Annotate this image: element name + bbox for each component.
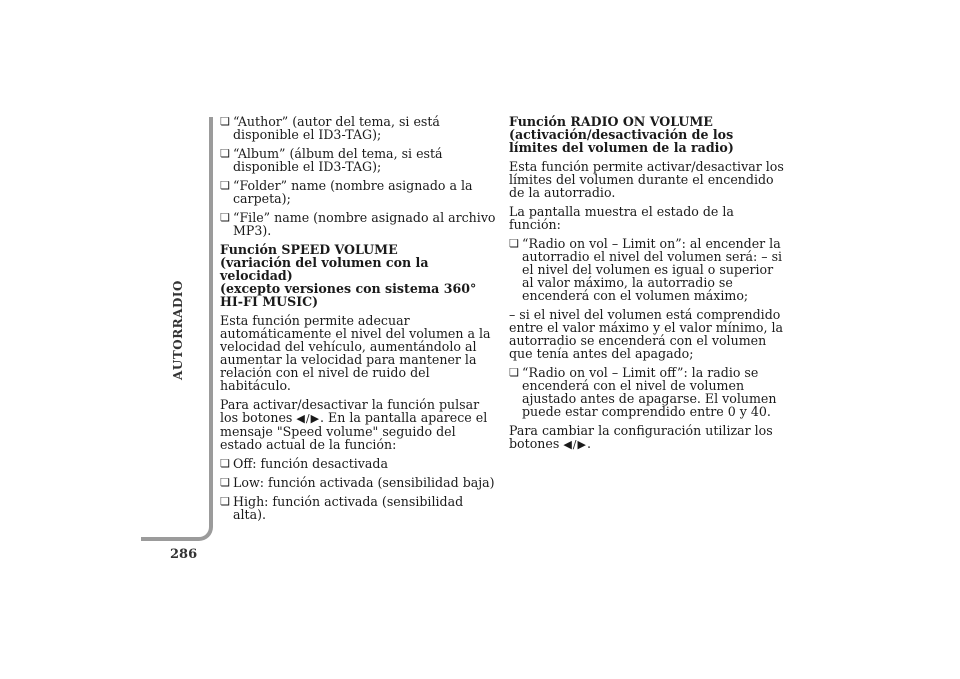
page-number: 286 bbox=[170, 547, 198, 562]
list-item: ❏ “Author” (autor del tema, si está disponible el ID3-TAG); bbox=[220, 115, 500, 141]
list-item: ❏ “Album” (álbum del tema, si está disponible el ID3-TAG); bbox=[220, 147, 500, 173]
section-heading-radio-on-volume: Función RADIO ON VOLUME (activación/desactivación de los límites del volumen de la radio) bbox=[509, 114, 734, 155]
paragraph: Esta función permite adecuar automáticamente el nivel del volumen a la velocidad del vehículo, aumentándolo al aumentar la velocidad para mantener la relación con el nivel de ruido del habitáculo. bbox=[220, 313, 491, 393]
list-item: ❏ “Radio on vol – Limit off”: la radio se encenderá con el nivel de volumen ajustado antes de apagarse. El volumen puede estar comprendido entre 0 y 40. bbox=[509, 366, 785, 418]
section-label: AUTORRADIO bbox=[171, 280, 185, 380]
paragraph: – si el nivel del volumen está comprendido entre el valor máximo y el valor mínimo, la autorradio se encenderá con el volumen que tenía antes del apagado; bbox=[509, 307, 783, 361]
left-right-arrows-icon: ◀/▶ bbox=[563, 438, 587, 451]
paragraph: Para activar/desactivar la función pulsar los botones ◀/▶. En la pantalla aparece el mensaje "Speed volume" seguido del estado actual de la función: bbox=[220, 397, 488, 452]
paragraph: Esta función permite activar/desactivar los límites del volumen durante el encendido de la autorradio. bbox=[509, 159, 784, 200]
left-right-arrows-icon: ◀/▶ bbox=[296, 412, 321, 425]
right-column bbox=[509, 115, 785, 457]
list-item: ❏ Low: función activada (sensibilidad baja) bbox=[220, 476, 500, 489]
left-column bbox=[220, 115, 500, 527]
list-item: ❏ “File” name (nombre asignado al archivo MP3). bbox=[220, 211, 500, 237]
paragraph: La pantalla muestra el estado de la función: bbox=[509, 204, 734, 232]
list-item: ❏ High: función activada (sensibilidad alta). bbox=[220, 495, 500, 521]
list-item: ❏ Off: función desactivada bbox=[220, 457, 500, 470]
list-item: ❏ “Radio on vol – Limit on”: al encender la autorradio el nivel del volumen será: – si el nivel del volumen es igual o superior al valor máximo, la autorradio se encenderá con el volumen máximo; bbox=[509, 237, 785, 302]
section-heading-speed-volume: Función SPEED VOLUME (variación del volumen con la velocidad) (excepto versiones con sistema 360° HI-FI MUSIC) bbox=[220, 242, 477, 309]
paragraph: Para cambiar la configuración utilizar los botones ◀/▶. bbox=[509, 423, 773, 451]
list-item: ❏ “Folder” name (nombre asignado a la carpeta); bbox=[220, 179, 500, 205]
